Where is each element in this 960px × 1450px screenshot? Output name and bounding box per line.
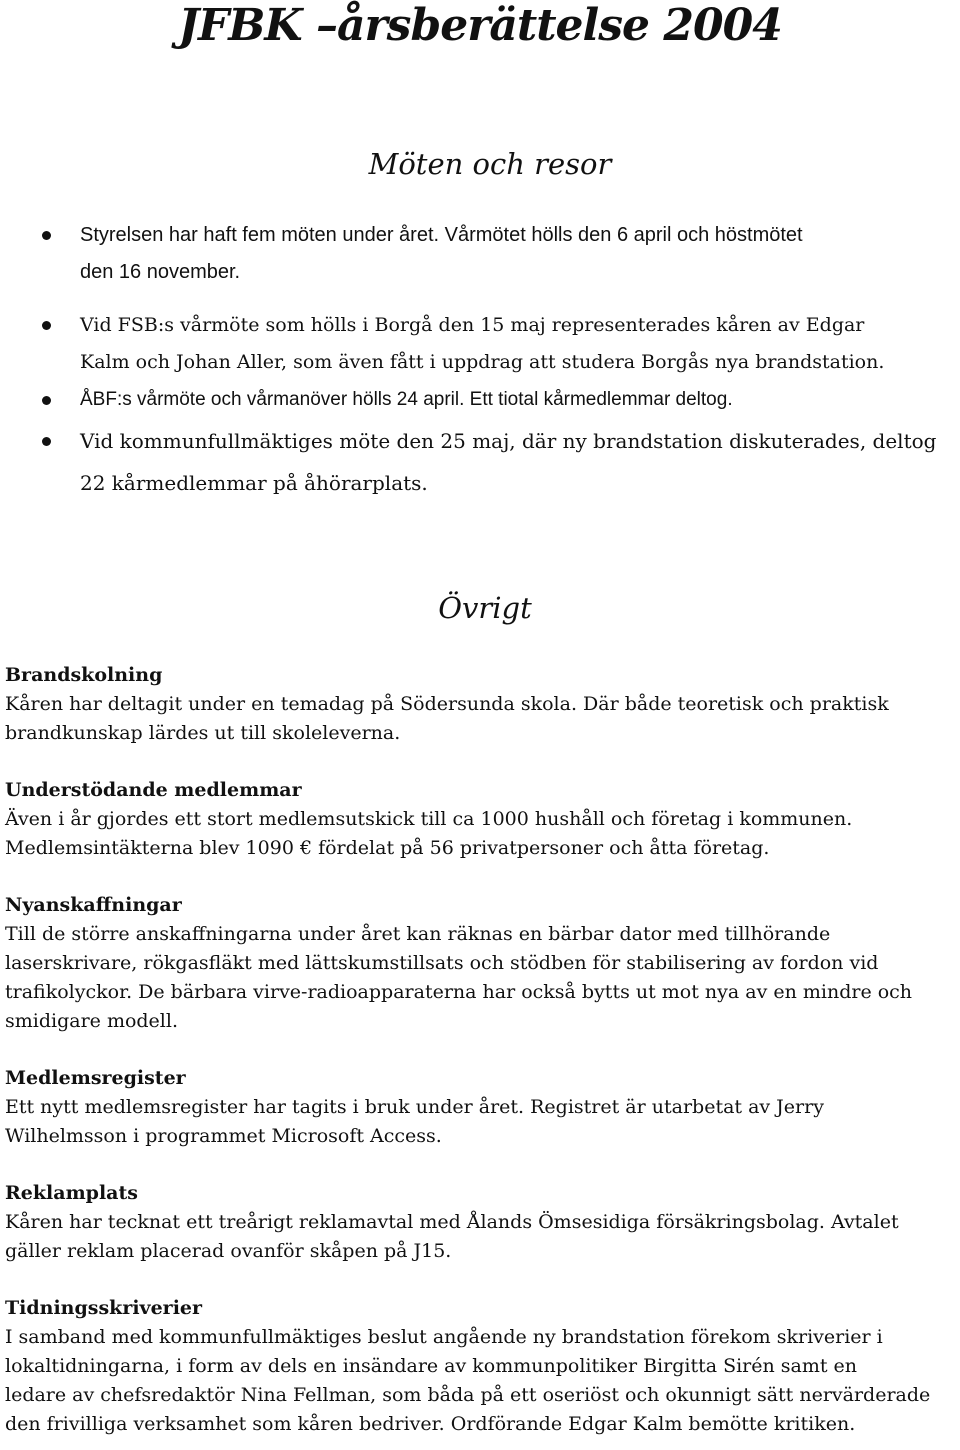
item-line: Kåren har tecknat ett treårigt reklamavtal med Ålands Ömsesidiga försäkringsbolag. Avtalet [5, 1211, 899, 1233]
item-line: Medlemsintäkterna blev 1090 € fördelat på 56 privatpersoner och åtta företag. [5, 837, 770, 859]
item-line: trafikolyckor. De bärbara virve-radioapparaterna har också bytts ut mot nya av en mindre och [5, 981, 913, 1003]
item-line: Kåren har deltagit under en temadag på Södersunda skola. Där både teoretisk och praktisk [5, 693, 889, 715]
item-line: lokaltidningarna, i form av dels en insändare av kommunpolitiker Birgitta Sirén samt en [5, 1355, 858, 1377]
bullet-dot-icon [42, 321, 51, 330]
bullet-item [0, 217, 960, 290]
bullet-line: Kalm och Johan Aller, som även fått i uppdrag att studera Borgås nya brandstation. [80, 350, 885, 373]
section-heading-meetings: Möten och resor [368, 147, 612, 181]
item-line: gäller reklam placerad ovanför skåpen på J15. [5, 1240, 452, 1262]
item-heading: Nyanskaffningar [5, 894, 182, 916]
item-heading: Reklamplats [5, 1182, 138, 1204]
bullet-line: Vid kommunfullmäktiges möte den 25 maj, där ny brandstation diskuterades, deltog [80, 429, 937, 453]
bullet-item [0, 290, 960, 380]
item-heading: Medlemsregister [5, 1067, 186, 1089]
item-tidningsskriverier [5, 1294, 950, 1439]
bullet-line: ÅBF:s vårmöte och vårmanöver hölls 24 april. Ett tiotal kårmedlemmar deltog. [80, 389, 733, 410]
bullet-dot-icon [42, 231, 51, 240]
item-reklamplats [5, 1179, 950, 1266]
item-heading: Brandskolning [5, 664, 163, 686]
item-line: ledare av chefsredaktör Nina Fellman, som båda på ett oseriöst och okunnigt sätt nervärderade [5, 1384, 931, 1406]
item-line: Ett nytt medlemsregister har tagits i bruk under året. Registret är utarbetat av Jerry [5, 1096, 824, 1118]
meetings-bullet-list [0, 217, 960, 504]
item-line: I samband med kommunfullmäktiges beslut angående ny brandstation förekom skriverier i [5, 1326, 883, 1348]
section-heading-other: Övrigt [438, 591, 532, 625]
item-heading: Tidningsskriverier [5, 1297, 203, 1319]
item-line: Till de större anskaffningarna under året kan räknas en bärbar dator med tillhörande [5, 923, 831, 945]
item-medlemsregister [5, 1064, 950, 1151]
item-nyanskaffningar [5, 891, 950, 1036]
bullet-dot-icon [42, 396, 51, 405]
bullet-line: 22 kårmedlemmar på åhörarplats. [80, 471, 428, 495]
bullet-dot-icon [42, 437, 51, 446]
item-line: den frivilliga verksamhet som kåren bedriver. Ordförande Edgar Kalm bemötte kritiken. [5, 1413, 856, 1435]
bullet-item [0, 380, 960, 420]
item-line: smidigare modell. [5, 1010, 178, 1032]
item-line: Wilhelmsson i programmet Microsoft Access. [5, 1125, 442, 1147]
bullet-line: Vid FSB:s vårmöte som hölls i Borgå den 15 maj representerades kåren av Edgar [80, 314, 865, 336]
item-brandskolning [5, 661, 950, 748]
item-line: laserskrivare, rökgasfläkt med lättskumstillsats och stödben för stabilisering av fordon vid [5, 952, 879, 974]
item-heading: Understödande medlemmar [5, 779, 302, 801]
bullet-line: den 16 november. [80, 260, 241, 283]
other-items [5, 661, 950, 1439]
item-line: Även i år gjordes ett stort medlemsutskick till ca 1000 hushåll och företag i kommunen. [5, 808, 853, 830]
item-understodande-medlemmar [5, 776, 950, 863]
item-line: brandkunskap lärdes ut till skoleleverna. [5, 722, 401, 744]
bullet-item [0, 420, 960, 504]
bullet-line: Styrelsen har haft fem möten under året. Vårmötet hölls den 6 april och höstmötet [80, 224, 803, 246]
document-title: JFBK –årsberättelse 2004 [178, 0, 782, 51]
